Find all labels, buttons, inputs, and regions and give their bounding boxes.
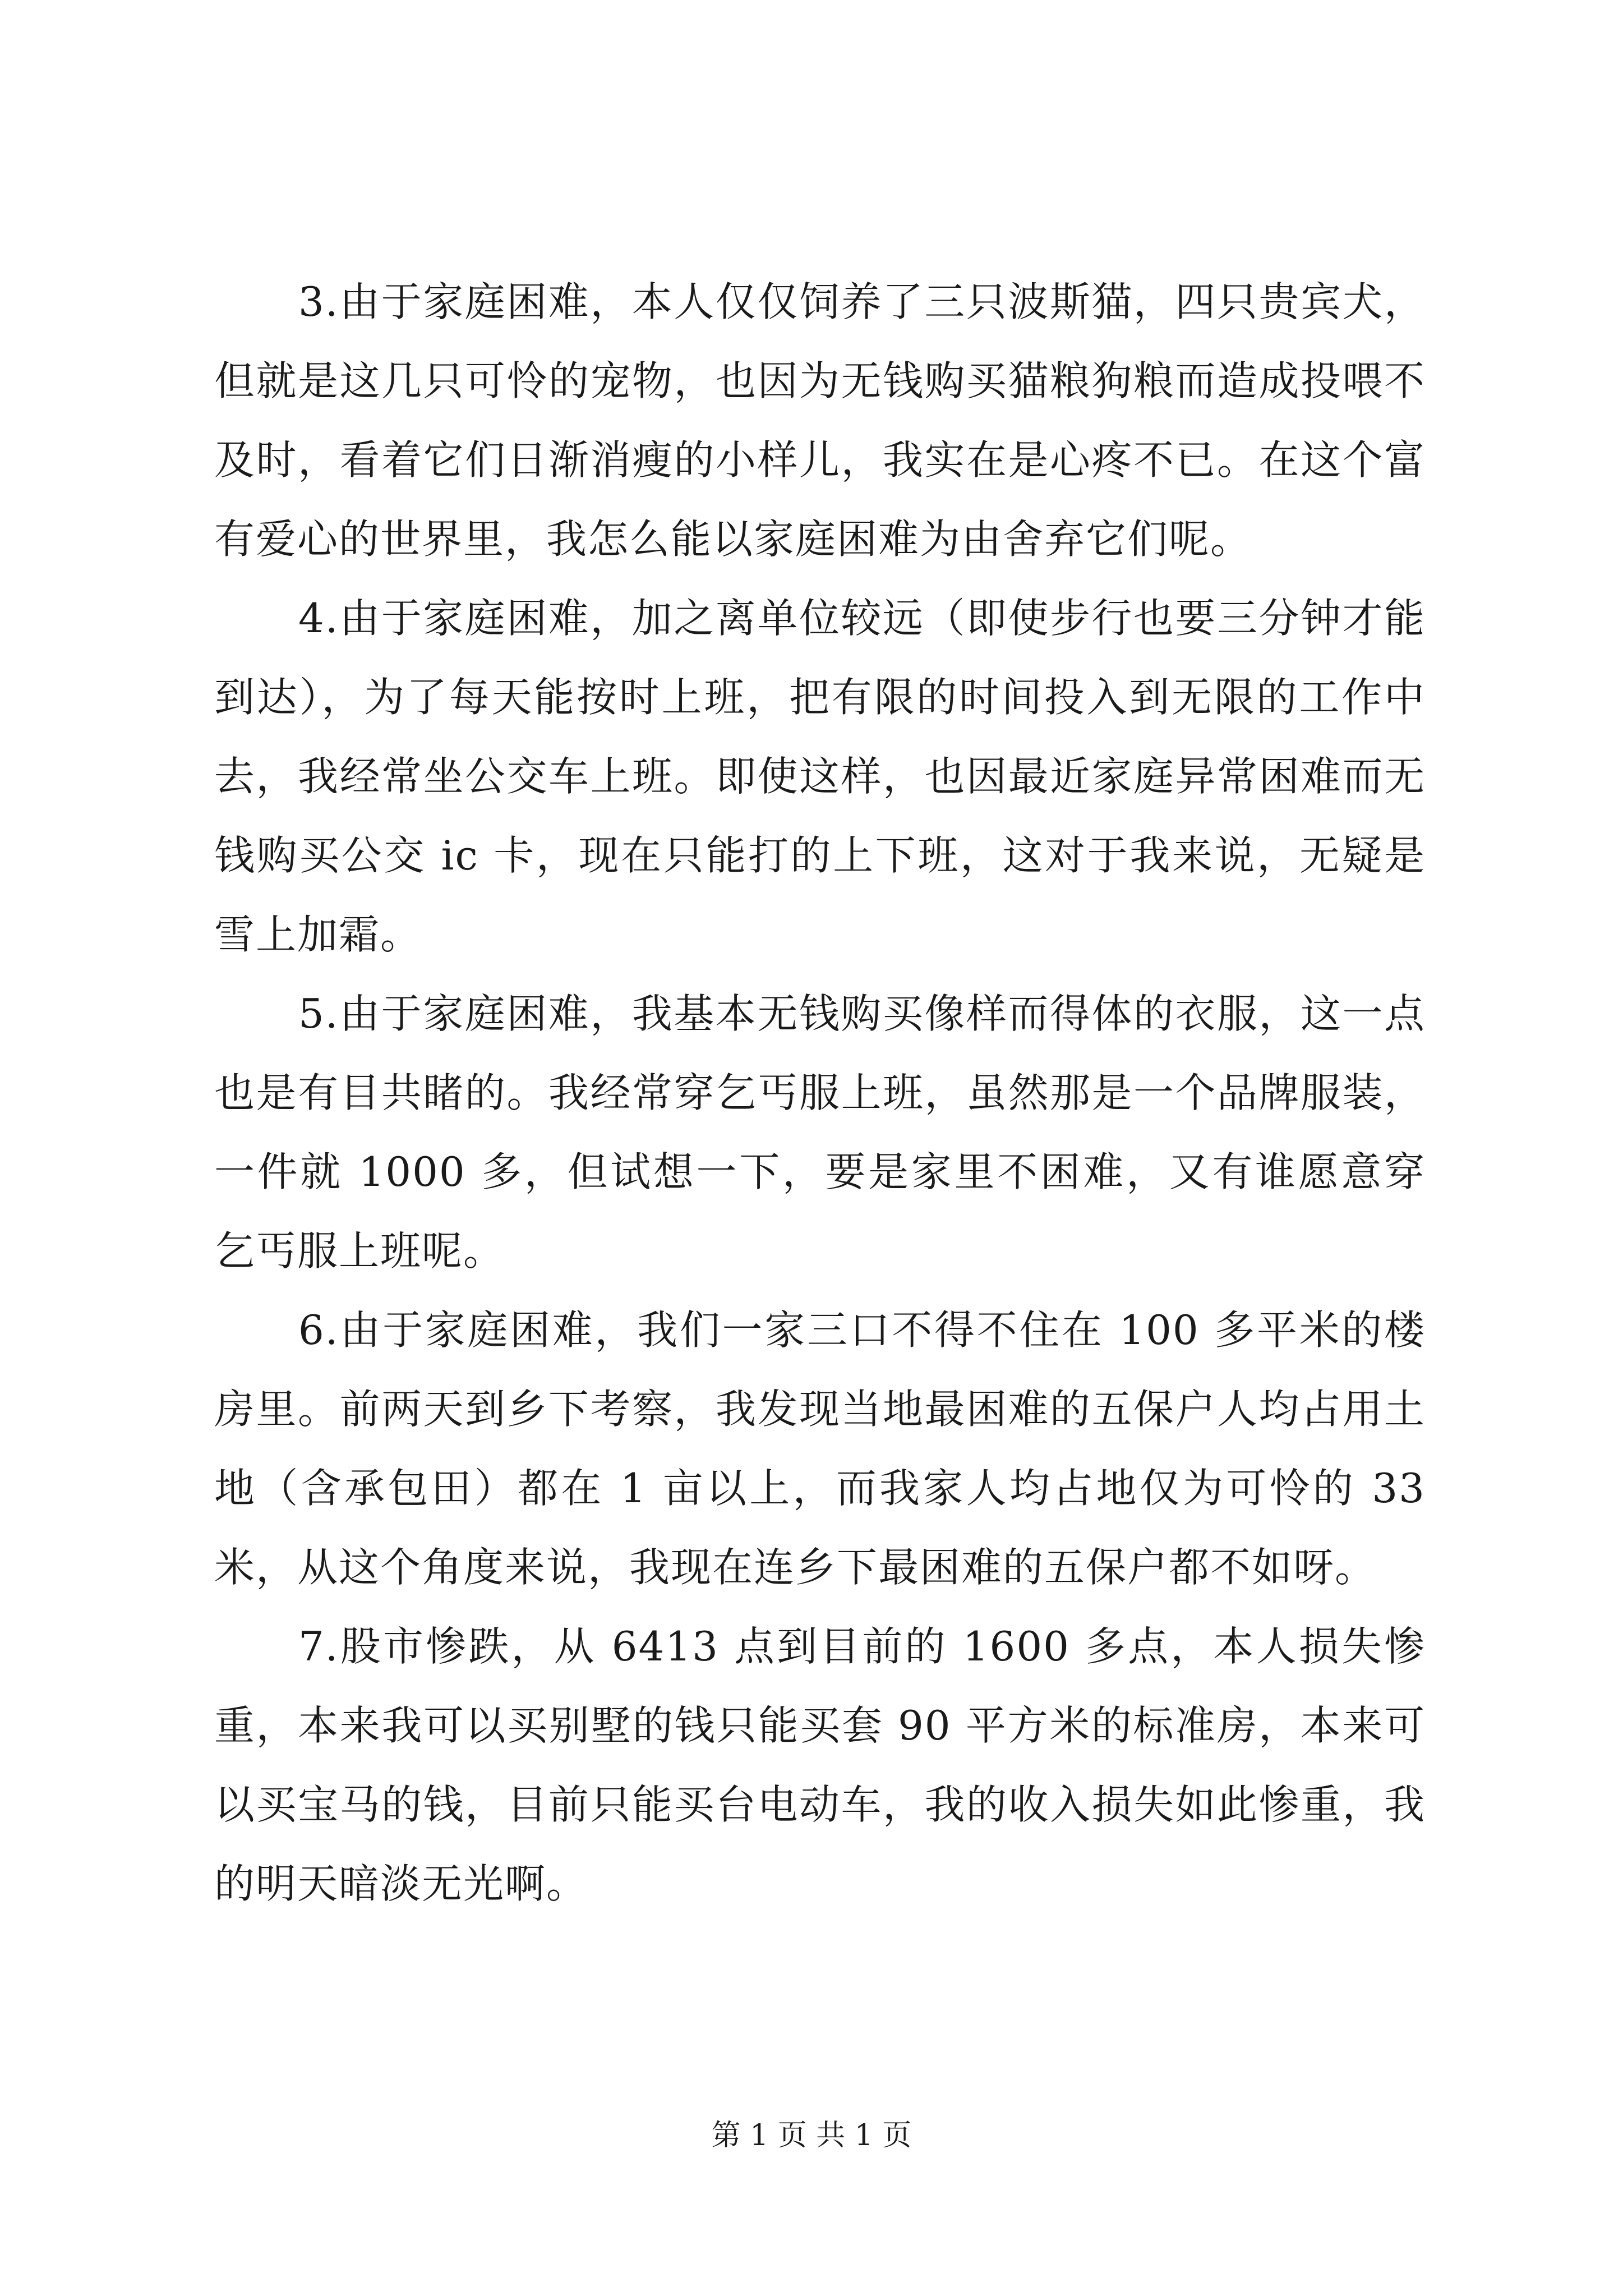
paragraph-5: 5.由于家庭困难，我基本无钱购买像样而得体的衣服，这一点也是有目共睹的。我经常穿乞丐服上班，虽然那是一个品牌服装，一件就 1000 多，但试想一下，要是家里不困难，又有谁愿意穿乞丐服上班呢。 [214, 990, 1426, 1274]
paragraph-4: 4.由于家庭困难，加之离单位较远（即使步行也要三分钟才能到达），为了每天能按时上班，把有限的时间投入到无限的工作中去，我经常坐公交车上班。即使这样，也因最近家庭异常困难而无钱购买公交 ic 卡，现在只能打的上下班，这对于我来说，无疑是雪上加霜。 [214, 595, 1426, 958]
document-body [214, 263, 1426, 1924]
paragraph-7: 7.股市惨跌，从 6413 点到目前的 1600 多点，本人损失惨重，本来我可以买别墅的钱只能买套 90 平方米的标准房，本来可以买宝马的钱，目前只能买台电动车，我的收入损失如此惨重，我的明天暗淡无光啊。 [214, 1623, 1426, 1907]
paragraph-6: 6.由于家庭困难，我们一家三口不得不住在 100 多平米的楼房里。前两天到乡下考察，我发现当地最困难的五保户人均占用土地（含承包田）都在 1 亩以上，而我家人均占地仅为可怜的 33 米，从这个角度来说，我现在连乡下最困难的五保户都不如呀。 [214, 1306, 1426, 1591]
paragraph-3: 3.由于家庭困难，本人仅仅饲养了三只波斯猫，四只贵宾犬，但就是这几只可怜的宠物，也因为无钱购买猫粮狗粮而造成投喂不及时，看着它们日渐消瘦的小样儿，我实在是心疼不已。在这个富有爱心的世界里，我怎么能以家庭困难为由舍弃它们呢。 [214, 278, 1426, 563]
page-footer: 第 1 页 共 1 页 [711, 2119, 912, 2152]
